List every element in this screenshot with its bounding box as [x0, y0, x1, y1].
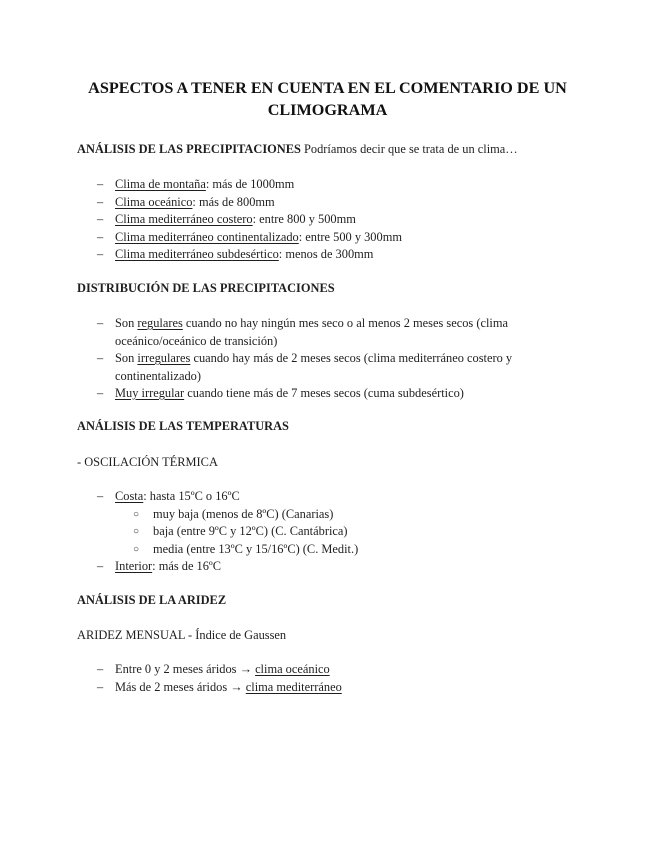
- prec-analysis-intro: Podríamos decir que se trata de un clima…: [300, 142, 518, 156]
- aridez-subheading: ARIDEZ MENSUAL - Índice de Gaussen: [77, 628, 287, 642]
- item-prefix: Entre 0 y 2 meses áridos →: [115, 662, 256, 676]
- list-item: [77, 385, 597, 403]
- costa-value: : hasta 15ºC o 16ºC: [143, 489, 240, 503]
- dash-bullet: –: [97, 489, 104, 503]
- list-item: [77, 194, 597, 212]
- list-item: [77, 679, 597, 697]
- dash-bullet: –: [97, 177, 104, 191]
- climate-term: Clima de montaña: [115, 177, 206, 191]
- climate-term: clima oceánico: [255, 662, 330, 676]
- costa-term: Costa: [115, 489, 144, 503]
- climate-term: Clima mediterráneo costero: [115, 212, 253, 226]
- item-text: cuando hay más de 2 meses secos (clima mediterráneo costero y continentalizado): [115, 351, 513, 383]
- oscillation-text: baja (entre 9ºC y 12ºC) (C. Cantábrica): [153, 524, 348, 538]
- item-prefix: Más de 2 meses áridos →: [115, 679, 246, 694]
- item-text: cuando tiene más de 7 meses secos (cuma subdesértico): [184, 386, 464, 400]
- prec-analysis-paragraph: [77, 141, 597, 159]
- list-item: [77, 488, 597, 558]
- climate-value: : más de 800mm: [192, 194, 275, 209]
- list-item: [77, 350, 597, 385]
- regularity-term: regulares: [137, 316, 183, 330]
- temp-heading: ANÁLISIS DE LAS TEMPERATURAS: [77, 419, 289, 433]
- regularity-term: irregulares: [137, 351, 191, 365]
- prec-analysis-list: [77, 176, 597, 264]
- climate-term: Clima oceánico: [115, 194, 193, 209]
- dash-bullet: –: [97, 247, 104, 261]
- circle-bullet: ○: [133, 526, 140, 537]
- regularity-term: Muy irregular: [115, 386, 185, 400]
- sublist-item: [115, 523, 597, 541]
- prec-analysis-heading: ANÁLISIS DE LAS PRECIPITACIONES: [77, 142, 301, 156]
- list-item: [77, 558, 597, 576]
- oscillation-text: muy baja (menos de 8ºC) (Canarias): [153, 506, 334, 521]
- climate-value: : más de 1000mm: [205, 177, 295, 191]
- circle-bullet: ○: [133, 508, 140, 520]
- item-prefix: Son: [115, 351, 138, 365]
- prec-dist-list: [77, 315, 597, 403]
- dash-bullet: –: [97, 662, 104, 676]
- list-item: [77, 315, 597, 350]
- list-item: [77, 211, 597, 229]
- aridez-list: [77, 661, 597, 696]
- dash-bullet: –: [97, 386, 104, 400]
- dash-bullet: –: [97, 559, 104, 573]
- climate-value: : entre 800 y 500mm: [252, 212, 356, 226]
- oscillation-text: media (entre 13ºC y 15/16ºC) (C. Medit.): [153, 541, 359, 556]
- climate-value: : entre 500 y 300mm: [298, 229, 402, 244]
- climate-term: clima mediterráneo: [245, 679, 342, 694]
- dash-bullet: –: [97, 194, 104, 209]
- document-title: ASPECTOS A TENER EN CUENTA EN EL COMENTARIO DE UN CLIMOGRAMA: [88, 79, 567, 119]
- dash-bullet: –: [97, 229, 104, 244]
- dash-bullet: –: [97, 351, 104, 365]
- list-item: [77, 229, 597, 247]
- circle-bullet: ○: [133, 543, 140, 555]
- list-item: [77, 661, 597, 679]
- interior-value: : más de 16ºC: [152, 559, 222, 573]
- list-item: [77, 246, 597, 264]
- list-item: [77, 176, 597, 194]
- dash-bullet: –: [97, 212, 104, 226]
- item-text: cuando no hay ningún mes seco o al menos 2 meses secos (clima oceánico/oceánico de transición): [115, 316, 508, 348]
- sublist-item: [115, 541, 597, 559]
- sublist-item: [115, 506, 597, 524]
- climate-value: : menos de 300mm: [278, 247, 374, 261]
- item-prefix: Son: [115, 316, 138, 330]
- aridez-heading: ANÁLISIS DE LA ARIDEZ: [77, 593, 227, 607]
- temp-subheading: - OSCILACIÓN TÉRMICA: [77, 455, 218, 469]
- temp-list: [77, 488, 597, 576]
- prec-dist-heading: DISTRIBUCIÓN DE LAS PRECIPITACIONES: [77, 281, 335, 295]
- climate-term: Clima mediterráneo subdesértico: [115, 247, 279, 261]
- dash-bullet: –: [97, 316, 104, 330]
- dash-bullet: –: [97, 679, 104, 694]
- interior-term: Interior: [115, 559, 153, 573]
- climate-term: Clima mediterráneo continentalizado: [115, 229, 299, 244]
- costa-sublist: [115, 506, 597, 559]
